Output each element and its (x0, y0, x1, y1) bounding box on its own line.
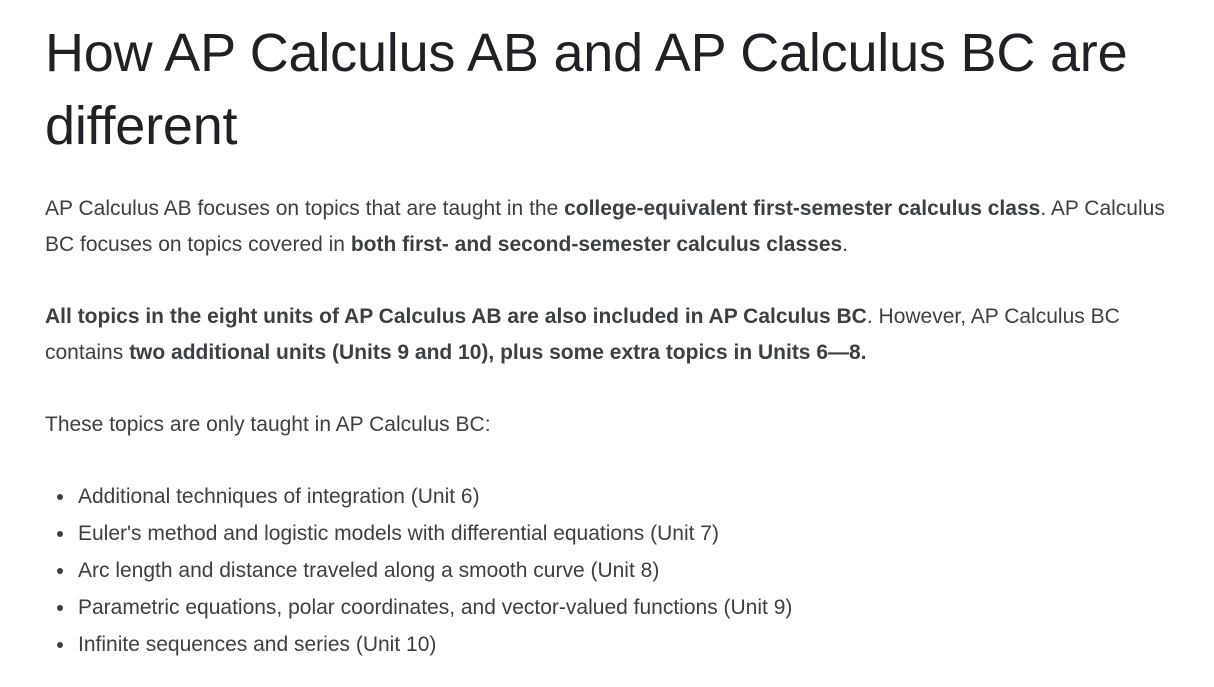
paragraph-1 (45, 191, 1172, 263)
bold-text: two additional units (Units 9 and 10), plus some extra topics in Units 6—8. (129, 341, 867, 364)
list-item: • Parametric equations, polar coordinates, and vector-valued functions (Unit 9) (76, 590, 1155, 626)
page-title: How AP Calculus AB and AP Calculus BC are different (45, 23, 1128, 156)
article-body (45, 191, 1172, 443)
text: . However, AP Calculus BC contains (45, 305, 1120, 364)
list-item: • Arc length and distance traveled along a smooth curve (Unit 8) (76, 553, 1155, 589)
text: . (842, 233, 849, 256)
paragraph-3 (45, 407, 1172, 443)
text: These topics are only taught in AP Calculus BC: (45, 413, 491, 436)
bold-text: both first- and second-semester calculus classes (350, 233, 843, 256)
bc-topics-list (45, 479, 1155, 663)
bold-text: All topics in the eight units of AP Calculus AB are also included in AP Calculus BC (45, 305, 867, 328)
list-item: • Additional techniques of integration (Unit 6) (76, 479, 1155, 515)
list-item: • Euler's method and logistic models with differential equations (Unit 7) (76, 516, 1155, 552)
list-item: • Infinite sequences and series (Unit 10) (76, 627, 1155, 663)
paragraph-2 (45, 299, 1172, 371)
text: AP Calculus AB focuses on topics that are taught in the (45, 197, 565, 220)
text: . AP Calculus BC focuses on topics covered in (45, 197, 1165, 256)
bold-text: college-equivalent first-semester calculus class (564, 197, 1041, 220)
